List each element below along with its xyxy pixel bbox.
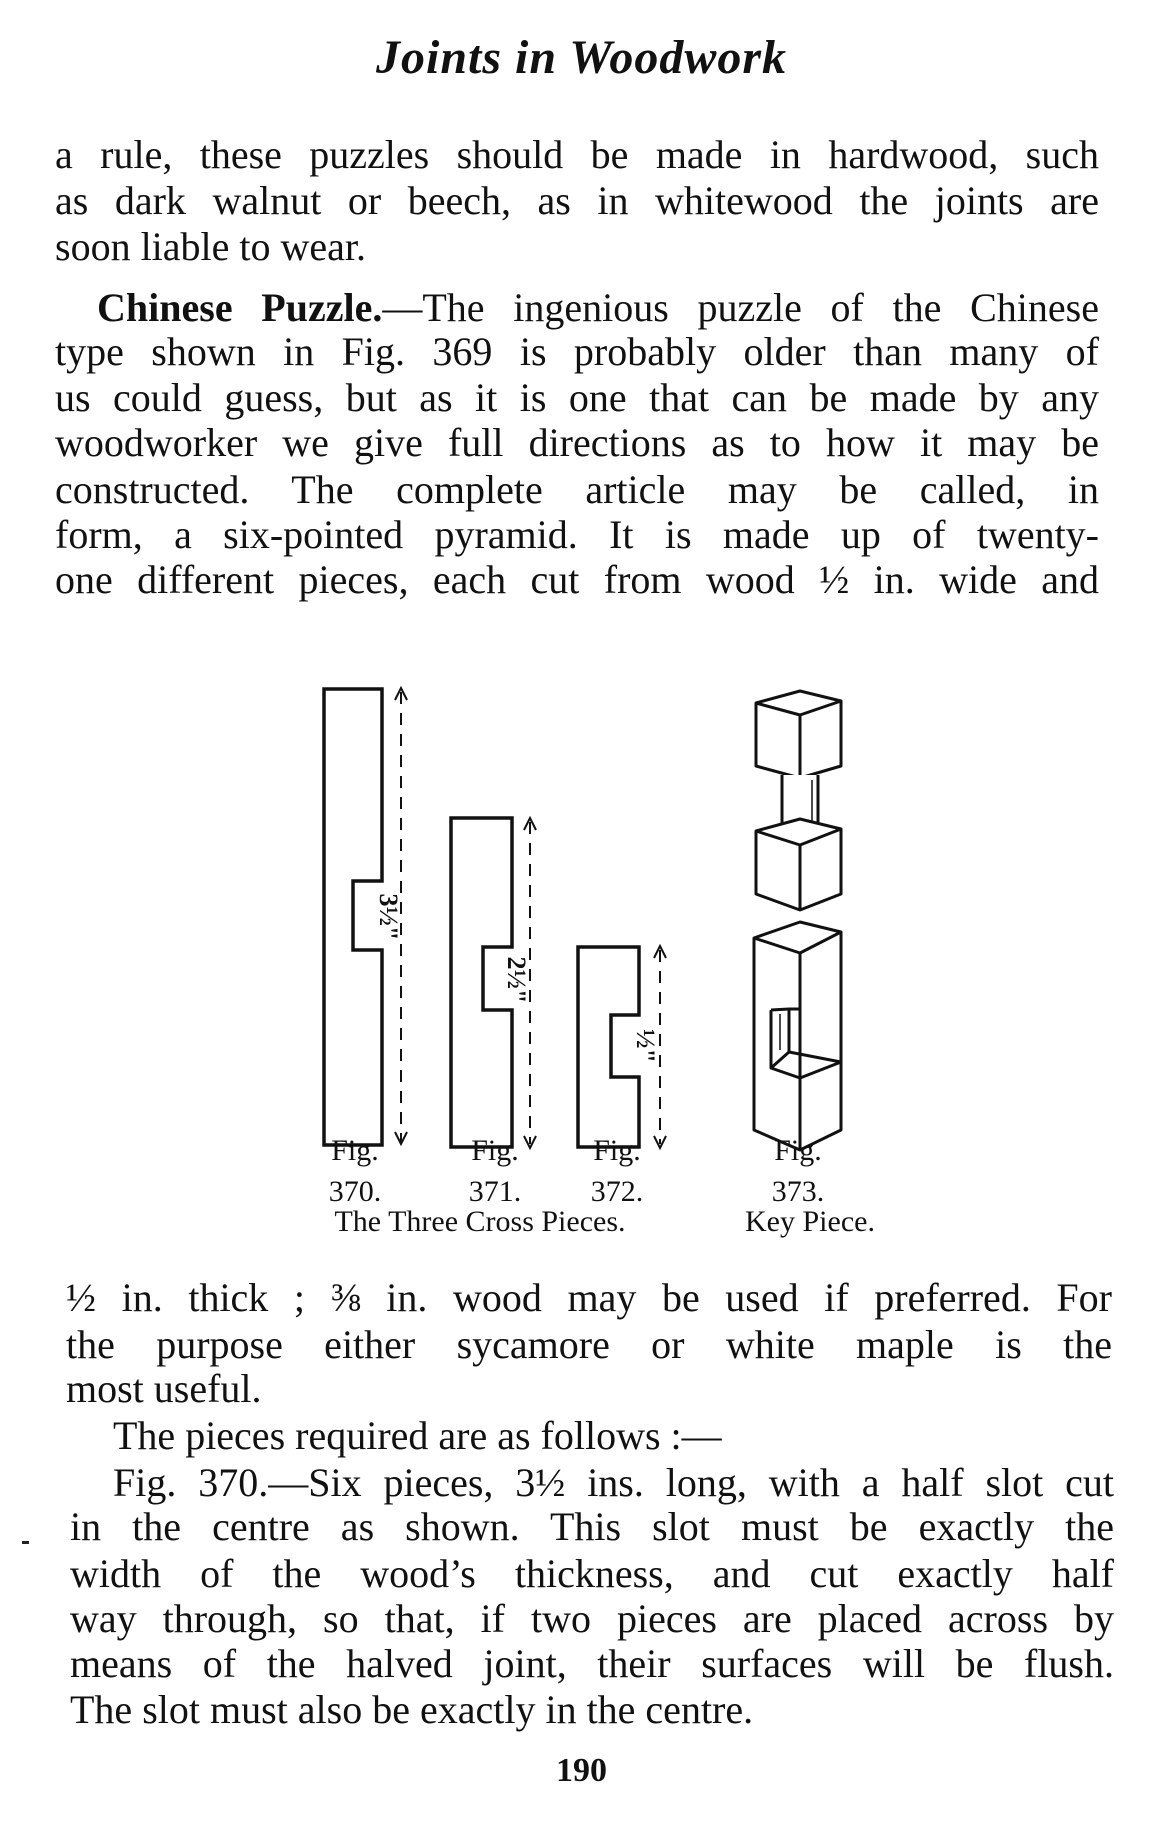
text-line: us could guess, but as it is one that can be made by any <box>55 375 1099 420</box>
text-line: the purpose either sycamore or white maple is the <box>66 1322 1112 1367</box>
text-line: one different pieces, each cut from wood ½ in. wide and <box>55 557 1099 602</box>
page-number: 190 <box>556 1752 607 1789</box>
text-line: way through, so that, if two pieces are placed across by <box>70 1596 1114 1641</box>
fig370-label: Fig. <box>331 1134 379 1167</box>
fig371-dimension: 2½" <box>502 956 531 1004</box>
text-line: width of the wood’s thickness, and cut exactly half <box>70 1551 1114 1596</box>
fig373-label: Fig. <box>774 1134 822 1167</box>
stray-mark <box>22 1541 29 1544</box>
text-line: Fig. 370.—Six pieces, 3½ ins. long, with a half slot cut <box>113 1460 1114 1505</box>
fig373-key-piece <box>754 691 841 1150</box>
fig372-piece <box>578 947 639 1147</box>
caption-key-piece: Key Piece. <box>745 1205 875 1238</box>
text-line: type shown in Fig. 369 is probably older than many of <box>55 329 1099 374</box>
text-line: soon liable to wear. <box>55 224 367 269</box>
fig371-label: Fig. <box>471 1134 519 1167</box>
text-line: The slot must also be exactly in the centre. <box>70 1687 754 1732</box>
text-line: most useful. <box>66 1366 262 1411</box>
fig372-number: 372. <box>590 1175 644 1208</box>
fig372-dimension: ½" <box>631 1029 660 1063</box>
text-line: in the centre as shown. This slot must be exactly the <box>70 1504 1114 1549</box>
fig370-number: 370. <box>328 1175 382 1208</box>
text-fragment: —The ingenious puzzle of the Chinese <box>382 285 1099 330</box>
text-line: as dark walnut or beech, as in whitewood the joints are <box>55 178 1099 223</box>
text-line: ½ in. thick ; ⅜ in. wood may be used if preferred. For <box>66 1275 1112 1320</box>
fig370-piece <box>324 689 382 1145</box>
section-heading: Chinese Puzzle. <box>97 285 383 330</box>
text-line: means of the halved joint, their surfaces will be flush. <box>70 1641 1114 1686</box>
caption-cross-pieces: The Three Cross Pieces. <box>334 1205 626 1238</box>
fig371-number: 371. <box>468 1175 522 1208</box>
fig370-dimension: 3½" <box>374 893 403 941</box>
fig372-label: Fig. <box>593 1134 641 1167</box>
running-header-title: Joints in Woodwork <box>375 31 788 84</box>
text-line: a rule, these puzzles should be made in hardwood, such <box>55 132 1099 177</box>
text-line: form, a six-pointed pyramid. It is made up of twenty- <box>55 512 1099 557</box>
text-line: constructed. The complete article may be called, in <box>55 467 1099 512</box>
text-line: woodworker we give full directions as to how it may be <box>55 420 1099 465</box>
text-line: The pieces required are as follows :— <box>113 1413 722 1458</box>
fig373-number: 373. <box>771 1175 825 1208</box>
